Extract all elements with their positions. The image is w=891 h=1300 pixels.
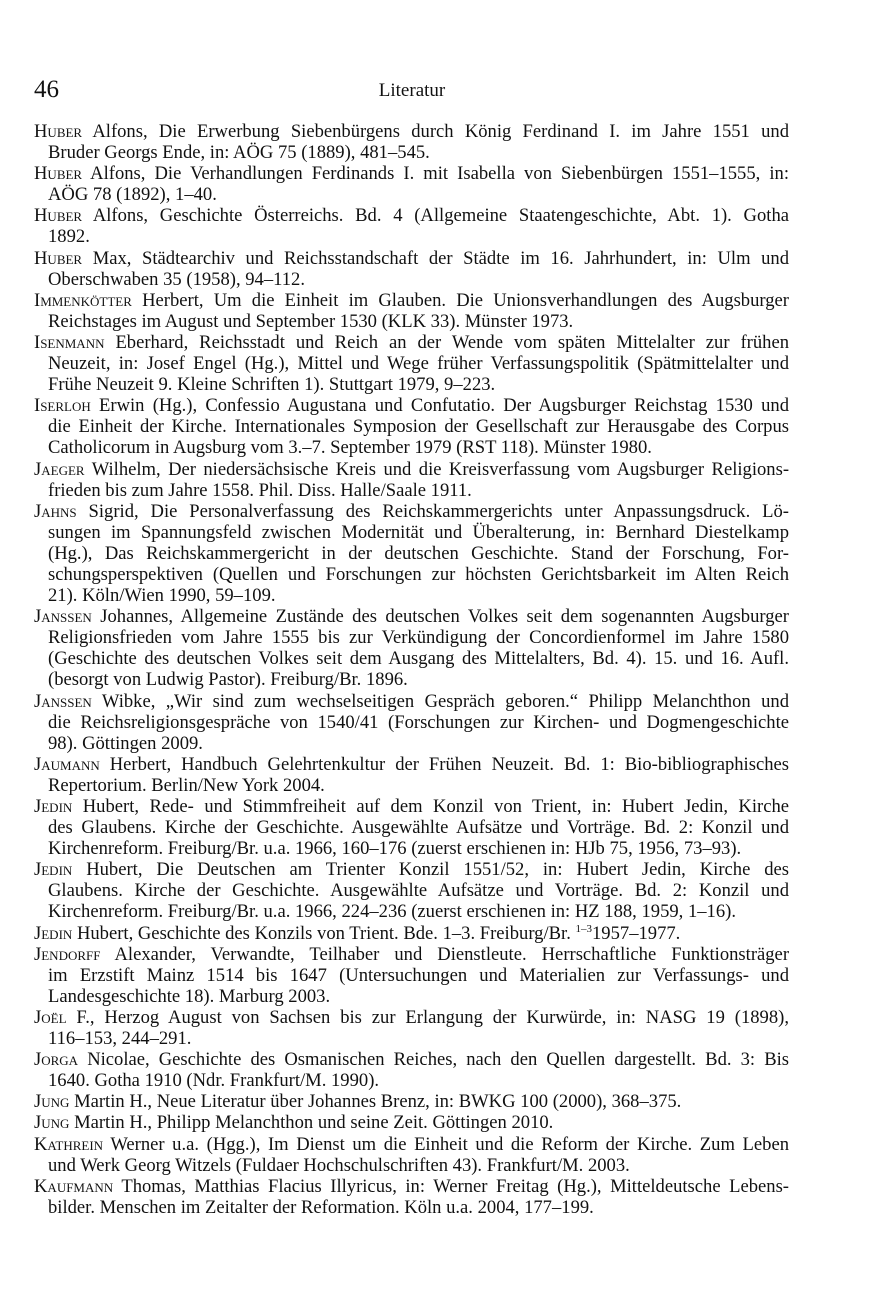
entry-text: Johannes, Allgemeine Zustände des deutschen Volkes seit dem sogenannten Augsburger — [100, 606, 789, 628]
bibliography-entry — [34, 796, 789, 859]
entry-text: (Hg.), Das Reichskammergericht in der deutschen Geschichte. Stand der Forschung, For- — [48, 542, 789, 564]
entry-line — [34, 986, 789, 1007]
bibliography-entry — [34, 923, 789, 944]
entry-line — [34, 648, 789, 669]
entry-text: Hubert, Rede- und Stimmfreiheit auf dem Konzil von Trient, in: Hubert Jedin, Kirche — [82, 796, 790, 817]
entry-line — [34, 733, 789, 754]
entry-line — [34, 184, 789, 205]
entry-text: Landesgeschichte 18). Marburg 2003. — [48, 985, 331, 1007]
entry-author: Huber — [34, 121, 83, 142]
entry-text: 116–153, 244–291. — [48, 1028, 192, 1050]
entry-line — [34, 353, 789, 374]
entry-line — [34, 226, 789, 247]
entry-text: Herbert, Um die Einheit im Glauben. Die Unionsverhandlungen des Augsburger — [142, 289, 789, 311]
entry-text: Kirchenreform. Freiburg/Br. u.a. 1966, 224–236 (zuerst erschienen in: HZ 188, 1959, 1–16). — [48, 901, 736, 923]
entry-line — [34, 796, 789, 817]
entry-text: Martin H., Philipp Melanchthon und seine Zeit. Göttingen 2010. — [74, 1112, 554, 1134]
entry-text: Max, Städtearchiv und Reichsstandschaft der Städte im 16. Jahrhundert, in: Ulm und — [92, 247, 789, 269]
entry-author: Jedin — [34, 859, 73, 881]
entry-text: im Erzstift Mainz 1514 bis 1647 (Untersuchungen und Materialien zur Verfassungs- und — [48, 964, 789, 986]
entry-text: 1957–1977. — [592, 922, 681, 944]
entry-text: Religionsfrieden vom Jahre 1555 bis zur Verkündigung der Concordienformel im Jahre 1580 — [48, 627, 789, 649]
bibliography-entry — [34, 395, 789, 458]
entry-line — [34, 775, 789, 796]
entry-line — [34, 712, 789, 733]
entry-line — [34, 1028, 789, 1049]
entry-line — [34, 543, 789, 564]
entry-line — [34, 880, 789, 901]
entry-line — [34, 1091, 789, 1112]
bibliography-entry — [34, 332, 789, 395]
entry-text: F., Herzog August von Sachsen bis zur Erlangung der Kurwürde, in: NASG 19 (1898), — [76, 1006, 789, 1028]
bibliography-entry — [34, 290, 789, 332]
entry-text: Alfons, Geschichte Österreichs. Bd. 4 (Allgemeine Staatengeschichte, Abt. 1). Gotha — [92, 205, 789, 227]
bibliography-entry — [34, 205, 789, 247]
entry-line — [34, 838, 789, 859]
entry-line — [34, 290, 789, 311]
entry-line — [34, 522, 789, 543]
bibliography-entry — [34, 248, 789, 290]
entry-line — [34, 459, 789, 480]
entry-author: Kathrein — [34, 1133, 104, 1155]
entry-author: Joël — [34, 1006, 67, 1028]
entry-text: Catholicorum in Augsburg vom 3.–7. September 1979 (RST 118). Münster 1980. — [48, 437, 652, 459]
entry-author: Jahns — [34, 500, 77, 522]
entry-line — [34, 1070, 789, 1091]
bibliography-entry — [34, 1091, 789, 1112]
entry-text: Sigrid, Die Personalverfassung des Reichskammergerichts unter Anpassungsdruck. Lö- — [88, 500, 789, 522]
entry-text: Alfons, Die Verhandlungen Ferdinands I. mit Isabella von Siebenbürgen 1551–1555, in: — [90, 163, 789, 185]
bibliography-entry — [34, 501, 789, 606]
bibliography-entry — [34, 121, 789, 163]
entry-author: Jorga — [34, 1049, 79, 1071]
entry-line — [34, 564, 789, 585]
entry-text: die Einheit der Kirche. Internationales Symposion der Gesellschaft zur Herausgabe des Corpus — [48, 416, 789, 438]
entry-line — [34, 248, 789, 269]
entry-text: Eberhard, Reichsstadt und Reich an der Wende vom späten Mittelalter zur frühen — [115, 331, 789, 353]
entry-text: Glaubens. Kirche der Geschichte. Ausgewählte Aufsätze und Vorträge. Bd. 2: Konzil und — [48, 880, 789, 902]
entry-text: und Werk Georg Witzels (Fuldaer Hochschulschriften 43). Frankfurt/M. 2003. — [48, 1154, 630, 1176]
entry-author: Isenmann — [34, 331, 105, 353]
entry-text: Nicolae, Geschichte des Osmanischen Reiches, nach den Quellen dargestellt. Bd. 3: Bis — [87, 1049, 789, 1071]
entry-text: Wibke, „Wir sind zum wechselseitigen Gespräch geboren.“ Philipp Melanchthon und — [101, 690, 790, 712]
entry-line — [34, 606, 789, 627]
entry-text: sungen im Spannungsfeld zwischen Modernität und Überalterung, in: Bernhard Diestelkamp — [48, 521, 789, 543]
bibliography-entry — [34, 1176, 789, 1218]
entry-text: Frühe Neuzeit 9. Kleine Schriften 1). Stuttgart 1979, 9–223. — [48, 374, 496, 396]
entry-text: AÖG 78 (1892), 1–40. — [48, 184, 217, 206]
entry-line — [34, 754, 789, 775]
entry-author: Huber — [34, 247, 83, 269]
entry-author: Immenkötter — [34, 289, 132, 311]
entry-author: Jedin — [34, 796, 73, 817]
entry-text: Werner u.a. (Hgg.), Im Dienst um die Einheit und die Reform der Kirche. Zum Leben — [110, 1133, 789, 1155]
entry-text: 98). Göttingen 2009. — [48, 732, 203, 754]
entry-line — [34, 374, 789, 395]
entry-text: frieden bis zum Jahre 1558. Phil. Diss. Halle/Saale 1911. — [48, 479, 472, 501]
entry-text: Alexander, Verwandte, Teilhaber und Dienstleute. Herrschaftliche Funktionsträger — [114, 943, 790, 965]
entry-text: Thomas, Matthias Flacius Illyricus, in: Werner Freitag (Hg.), Mitteldeutsche Lebens- — [121, 1175, 789, 1197]
entry-author: Jedin — [34, 922, 73, 944]
entry-line — [34, 585, 789, 606]
entry-text: (Geschichte des deutschen Volkes seit dem Ausgang des Mittelalters, Bd. 4). 15. und 16. Aufl. — [48, 648, 789, 670]
entry-line — [34, 142, 789, 163]
entry-author: Janssen — [34, 690, 92, 712]
bibliography-entry — [34, 754, 789, 796]
entry-author: Jung — [34, 1112, 70, 1134]
entry-line — [34, 1197, 789, 1218]
entry-text: Bruder Georgs Ende, in: AÖG 75 (1889), 481–545. — [48, 142, 430, 164]
entry-line — [34, 817, 789, 838]
entry-text: Kirchenreform. Freiburg/Br. u.a. 1966, 160–176 (zuerst erschienen in: HJb 75, 1956, 73–93). — [48, 838, 742, 860]
entry-text: bilder. Menschen im Zeitalter der Reformation. Köln u.a. 2004, 177–199. — [48, 1196, 594, 1218]
bibliography-entry — [34, 1007, 789, 1049]
entry-text: Alfons, Die Erwerbung Siebenbürgens durch König Ferdinand I. im Jahre 1551 und — [92, 121, 789, 142]
entry-line — [34, 1007, 789, 1028]
bibliography-entry — [34, 1112, 789, 1133]
bibliography-entry — [34, 1049, 789, 1091]
entry-text: des Glaubens. Kirche der Geschichte. Ausgewählte Aufsätze und Vorträge. Bd. 2: Konzil und — [48, 817, 789, 839]
entry-line — [34, 859, 789, 880]
entry-author: Huber — [34, 163, 83, 185]
entry-line — [34, 1176, 789, 1197]
entry-text: 21). Köln/Wien 1990, 59–109. — [48, 585, 276, 607]
page-number: 46 — [34, 76, 59, 103]
bibliography-entry — [34, 859, 789, 922]
bibliography-entry — [34, 691, 789, 754]
entry-line — [34, 311, 789, 332]
entry-line — [34, 121, 789, 142]
entry-line — [34, 923, 789, 944]
entry-text: Hubert, Die Deutschen am Trienter Konzil 1551/52, in: Hubert Jedin, Kirche des — [86, 859, 789, 881]
entry-text: Hubert, Geschichte des Konzils von Trient. Bde. 1–3. Freiburg/Br. — [76, 922, 576, 944]
entry-text: 1892. — [48, 226, 90, 248]
entry-text: Neuzeit, in: Josef Engel (Hg.), Mittel und Wege früher Verfassungspolitik (Spätmittelalter und — [48, 353, 789, 375]
entry-author: Jung — [34, 1091, 70, 1113]
entry-text: Erwin (Hg.), Confessio Augustana und Confutatio. Der Augsburger Reichstag 1530 und — [99, 395, 789, 417]
entry-text: Reichstages im August und September 1530 (KLK 33). Münster 1973. — [48, 310, 574, 332]
entry-text: (besorgt von Ludwig Pastor). Freiburg/Br. 1896. — [48, 669, 408, 691]
entry-author: Jendorff — [34, 943, 101, 965]
entry-text: Repertorium. Berlin/New York 2004. — [48, 774, 325, 796]
entry-line — [34, 965, 789, 986]
bibliography-entry — [34, 459, 789, 501]
entry-author: Kaufmann — [34, 1175, 114, 1197]
bibliography-entry — [34, 606, 789, 690]
edition-superscript: 1–3 — [575, 922, 592, 935]
entry-line — [34, 437, 789, 458]
entry-text: die Reichsreligionsgespräche von 1540/41 (Forschungen zur Kirchen- und Dogmengeschichte — [48, 711, 789, 733]
entry-text: 1640. Gotha 1910 (Ndr. Frankfurt/M. 1990). — [48, 1070, 380, 1092]
entry-line — [34, 944, 789, 965]
entry-line — [34, 480, 789, 501]
entry-line — [34, 1134, 789, 1155]
entry-line — [34, 669, 789, 690]
entry-line — [34, 691, 789, 712]
entry-line — [34, 1155, 789, 1176]
bibliography-entry — [34, 163, 789, 205]
entry-line — [34, 269, 789, 290]
entry-line — [34, 627, 789, 648]
entry-author: Janssen — [34, 606, 92, 628]
entry-line — [34, 205, 789, 226]
entry-line — [34, 1049, 789, 1070]
entry-author: Jaumann — [34, 753, 100, 775]
entry-text: Wilhelm, Der niedersächsische Kreis und die Kreisverfassung vom Augsburger Religions- — [91, 458, 790, 480]
entry-line — [34, 395, 789, 416]
bibliography-list — [34, 121, 789, 1218]
entry-text: schungsperspektiven (Quellen und Forschungen zur höchsten Gerichtsbarkeit im Alten Reich — [48, 563, 789, 585]
running-head: Literatur — [378, 80, 446, 101]
entry-line — [34, 332, 789, 353]
entry-author: Iserloh — [34, 395, 91, 417]
entry-text: Martin H., Neue Literatur über Johannes Brenz, in: BWKG 100 (2000), 368–375. — [74, 1091, 682, 1113]
entry-author: Huber — [34, 205, 83, 227]
entry-line — [34, 1112, 789, 1133]
entry-author: Jaeger — [34, 458, 85, 480]
bibliography-entry — [34, 1134, 789, 1176]
entry-text: Oberschwaben 35 (1958), 94–112. — [48, 268, 305, 290]
entry-line — [34, 416, 789, 437]
entry-line — [34, 501, 789, 522]
bibliography-entry — [34, 944, 789, 1007]
entry-line — [34, 901, 789, 922]
entry-line — [34, 163, 789, 184]
entry-text: Herbert, Handbuch Gelehrtenkultur der Frühen Neuzeit. Bd. 1: Bio-bibliographisches — [109, 753, 789, 775]
